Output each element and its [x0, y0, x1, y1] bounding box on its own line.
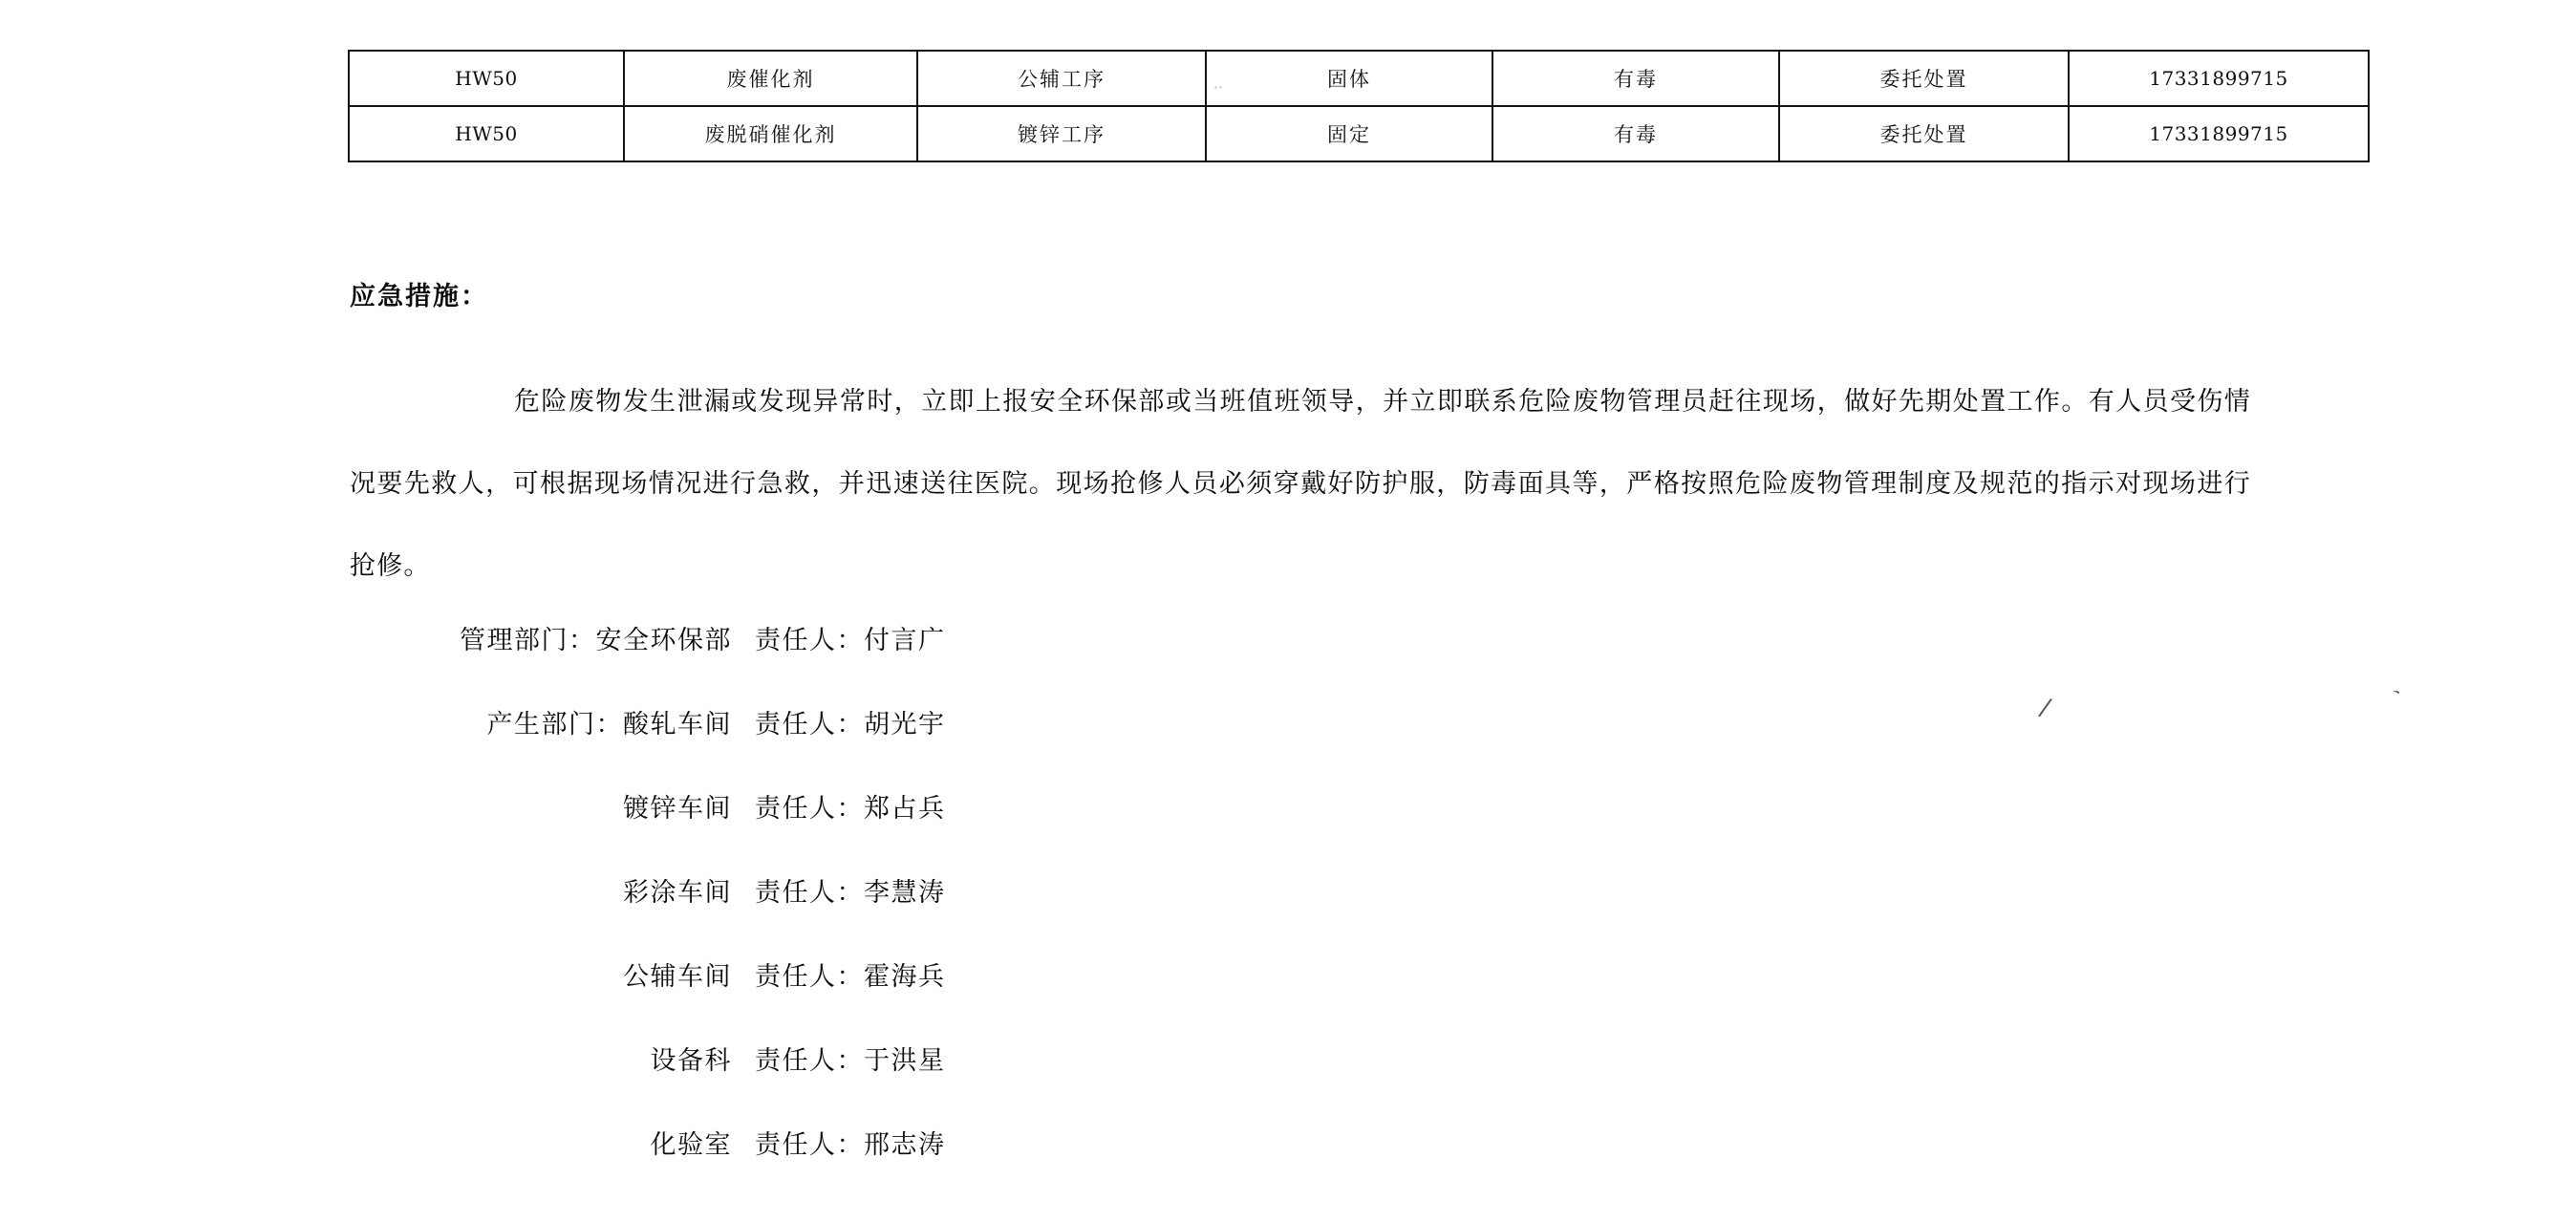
cell-waste-code: HW50 — [349, 51, 624, 106]
table-row — [349, 106, 2369, 161]
responsible-person: 责任人：于洪星 — [755, 1046, 946, 1076]
cell-disposal: 委托处置 — [1779, 51, 2069, 106]
cell-process: 镀锌工序 — [917, 106, 1206, 161]
cell-disposal: 委托处置 — [1779, 106, 2069, 161]
cell-phone: 17331899715 — [2069, 51, 2369, 106]
cell-form: 固定 — [1206, 106, 1492, 161]
scan-artifact-mark: / — [2036, 693, 2054, 723]
cell-waste-code: HW50 — [349, 106, 624, 161]
responsible-person: 责任人：郑占兵 — [755, 794, 946, 824]
list-item — [350, 703, 1496, 787]
responsible-person: 责任人：胡光宇 — [755, 710, 946, 740]
cell-phone: 17331899715 — [2069, 106, 2369, 161]
responsible-person: 责任人：李慧涛 — [755, 878, 946, 908]
list-item — [350, 1124, 1496, 1208]
cell-waste-name: 废脱硝催化剂 — [624, 106, 917, 161]
department-label: 设备科 — [650, 1046, 732, 1076]
section-title-emergency-measures: 应急措施： — [350, 282, 488, 311]
scan-artifact-mark: 、 — [2385, 669, 2414, 699]
department-label: 彩涂车间 — [623, 878, 732, 908]
department-responsibility-list — [350, 619, 1496, 1208]
cell-form: 固体 — [1206, 51, 1492, 106]
list-item — [350, 787, 1496, 871]
cell-process: 公辅工序 — [917, 51, 1206, 106]
responsible-person: 责任人：霍海兵 — [755, 962, 946, 992]
cell-waste-name: 废催化剂 — [624, 51, 917, 106]
responsible-person: 责任人：付言广 — [755, 626, 946, 655]
list-item — [350, 619, 1496, 703]
department-label: 镀锌车间 — [623, 794, 732, 824]
department-label: 公辅车间 — [623, 962, 732, 992]
list-item — [350, 1040, 1496, 1124]
table-row — [349, 51, 2369, 106]
scan-artifact-mark: ·· — [1213, 78, 1224, 96]
list-item — [350, 871, 1496, 955]
responsible-person: 责任人：邢志涛 — [755, 1130, 946, 1160]
department-label: 产生部门：酸轧车间 — [486, 710, 732, 740]
cell-property: 有毒 — [1492, 106, 1779, 161]
department-label: 化验室 — [650, 1130, 732, 1160]
emergency-measures-paragraph: 危险废物发生泄漏或发现异常时，立即上报安全环保部或当班值班领导，并立即联系危险废物管理员赶往现场，做好先期处置工作。有人员受伤情况要先救人，可根据现场情况进行急救，并迅速送往医院。现场抢修人员必须穿戴好防护服，防毒面具等，严格按照危险废物管理制度及规范的指示对现场进行抢修。 — [350, 387, 2251, 581]
department-label: 管理部门：安全环保部 — [460, 626, 732, 655]
list-item — [350, 955, 1496, 1040]
cell-property: 有毒 — [1492, 51, 1779, 106]
hazardous-waste-table — [348, 50, 2370, 162]
